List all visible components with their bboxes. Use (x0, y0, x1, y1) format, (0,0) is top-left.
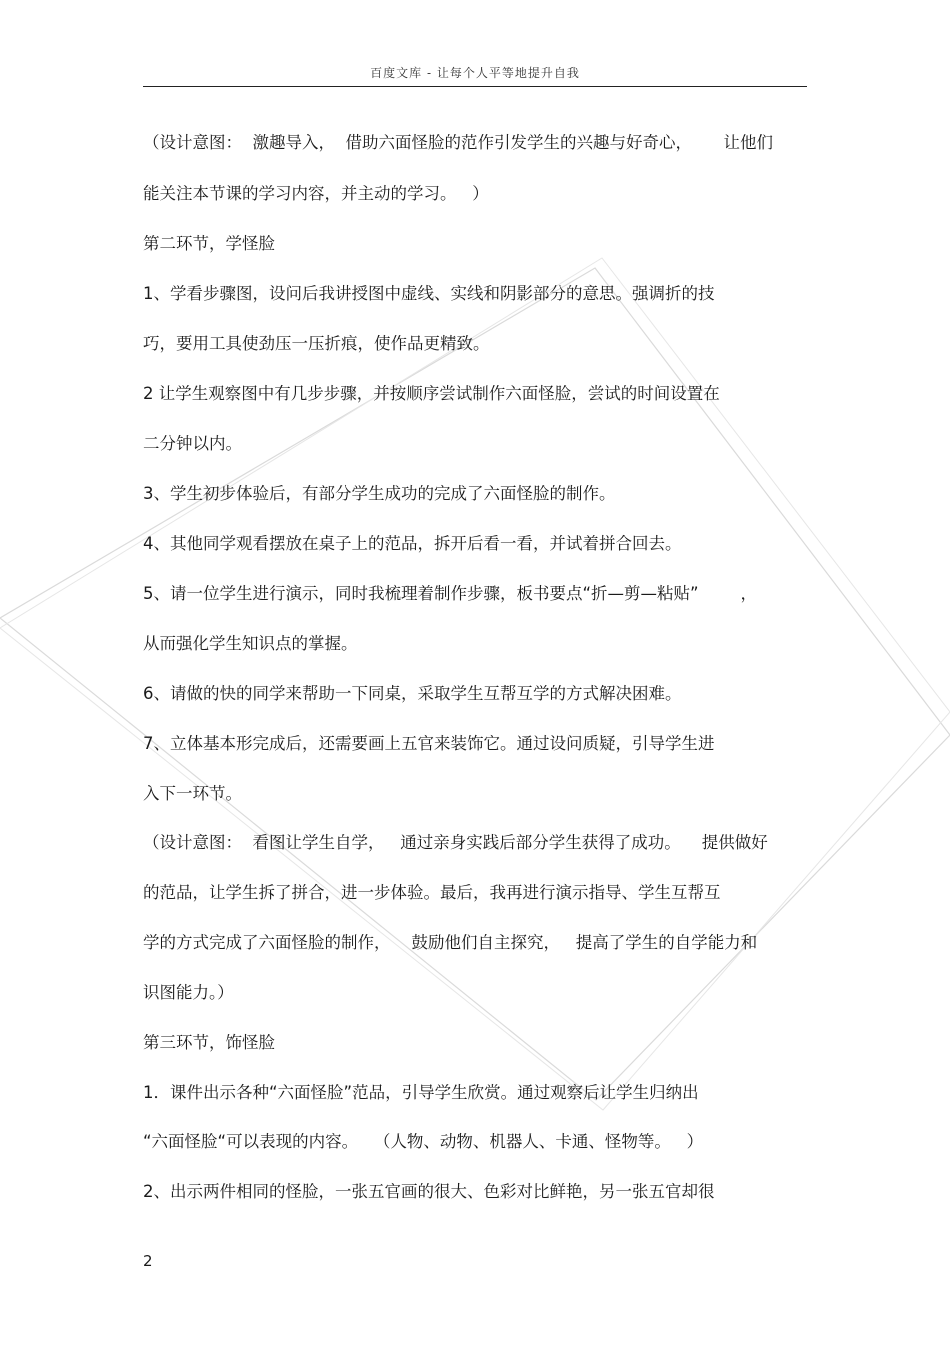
text-line: 学的方式完成了六面怪脸的制作， 鼓励他们自主探究， 提高了学生的自学能力和 (143, 933, 758, 952)
text-line: 巧，要用工具使劲压一压折痕，使作品更精致。 (143, 334, 490, 353)
text-line: 3、学生初步体验后，有部分学生成功的完成了六面怪脸的制作。 (143, 484, 616, 503)
text-line: 5、请一位学生进行演示，同时我梳理着制作步骤，板书要点“折—剪—粘贴” ， (143, 584, 758, 603)
text-line: 二分钟以内。 (143, 434, 242, 453)
section-heading: 第二环节，学怪脸 (143, 234, 275, 253)
text-line: 4、其他同学观看摆放在桌子上的范品，拆开后看一看，并试着拼合回去。 (143, 534, 682, 553)
text-line: 入下一环节。 (143, 784, 242, 803)
text-line: 1、学看步骤图，设问后我讲授图中虚线、实线和阴影部分的意思。强调折的技 (143, 284, 715, 303)
text-line: 从而强化学生知识点的掌握。 (143, 634, 358, 653)
page-number: 2 (143, 1252, 153, 1270)
page-header: 百度文库 - 让每个人平等地提升自我 (370, 66, 580, 80)
text-line: 2、出示两件相同的怪脸，一张五官画的很大、色彩对比鲜艳，另一张五官却很 (143, 1182, 715, 1201)
text-line: 7、立体基本形完成后，还需要画上五官来装饰它。通过设问质疑，引导学生进 (143, 734, 715, 753)
section-heading: 第三环节，饰怪脸 (143, 1033, 275, 1052)
text-line: “六面怪脸“可以表现的内容。 （人物、动物、机器人、卡通、怪物等。 ） (143, 1132, 704, 1151)
text-line: （设计意图： 激趣导入， 借助六面怪脸的范作引发学生的兴趣与好奇心， 让他们 (143, 133, 773, 152)
text-line: 1．课件出示各种“六面怪脸”范品，引导学生欣赏。通过观察后让学生归纳出 (143, 1083, 699, 1102)
text-line: 2 让学生观察图中有几步步骤，并按顺序尝试制作六面怪脸，尝试的时间设置在 (143, 384, 720, 403)
text-line: 6、请做的快的同学来帮助一下同桌，采取学生互帮互学的方式解决困难。 (143, 684, 682, 703)
text-line: 识图能力。） (143, 983, 234, 1002)
text-line: （设计意图： 看图让学生自学， 通过亲身实践后部分学生获得了成功。 提供做好 (143, 833, 768, 852)
text-line: 的范品，让学生拆了拼合，进一步体验。最后，我再进行演示指导、学生互帮互 (143, 883, 721, 902)
text-line: 能关注本节课的学习内容，并主动的学习。 ） (143, 184, 489, 203)
header-rule (143, 86, 807, 87)
